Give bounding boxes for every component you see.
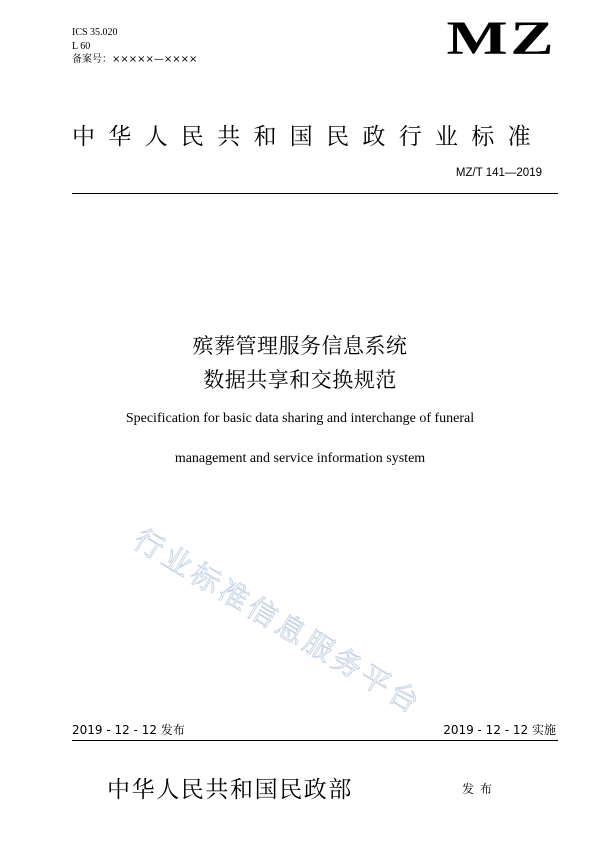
release-date: 2019 - 12 - 12 发布	[72, 723, 185, 737]
ics-code: ICS 35.020	[72, 27, 118, 38]
watermark: 行业标准信息服务平台	[127, 522, 429, 722]
top-divider	[72, 193, 558, 194]
publish-label: 发布	[462, 782, 499, 796]
chinese-title-line-2: 数据共享和交换规范	[203, 368, 397, 392]
bottom-divider	[72, 740, 558, 741]
standard-category-title: 中华人民共和国民政行业标准	[72, 124, 544, 150]
issuing-authority: 中华人民共和国民政部	[107, 777, 353, 803]
classification-block	[72, 26, 197, 67]
ccs-code: L 60	[72, 40, 91, 52]
english-title-line-2: management and service information system	[174, 451, 426, 466]
chinese-title-line-1: 殡葬管理服务信息系统	[192, 334, 408, 358]
standard-code: MZ/T 141—2019	[455, 167, 542, 179]
filing-number: 备案号：×××××—××××	[72, 54, 198, 65]
implementation-date: 2019 - 12 - 12 实施	[443, 723, 556, 737]
english-title-line-1: Specification for basic data sharing and interchange of funeral	[125, 411, 475, 426]
mz-logo: MZ	[446, 12, 556, 65]
